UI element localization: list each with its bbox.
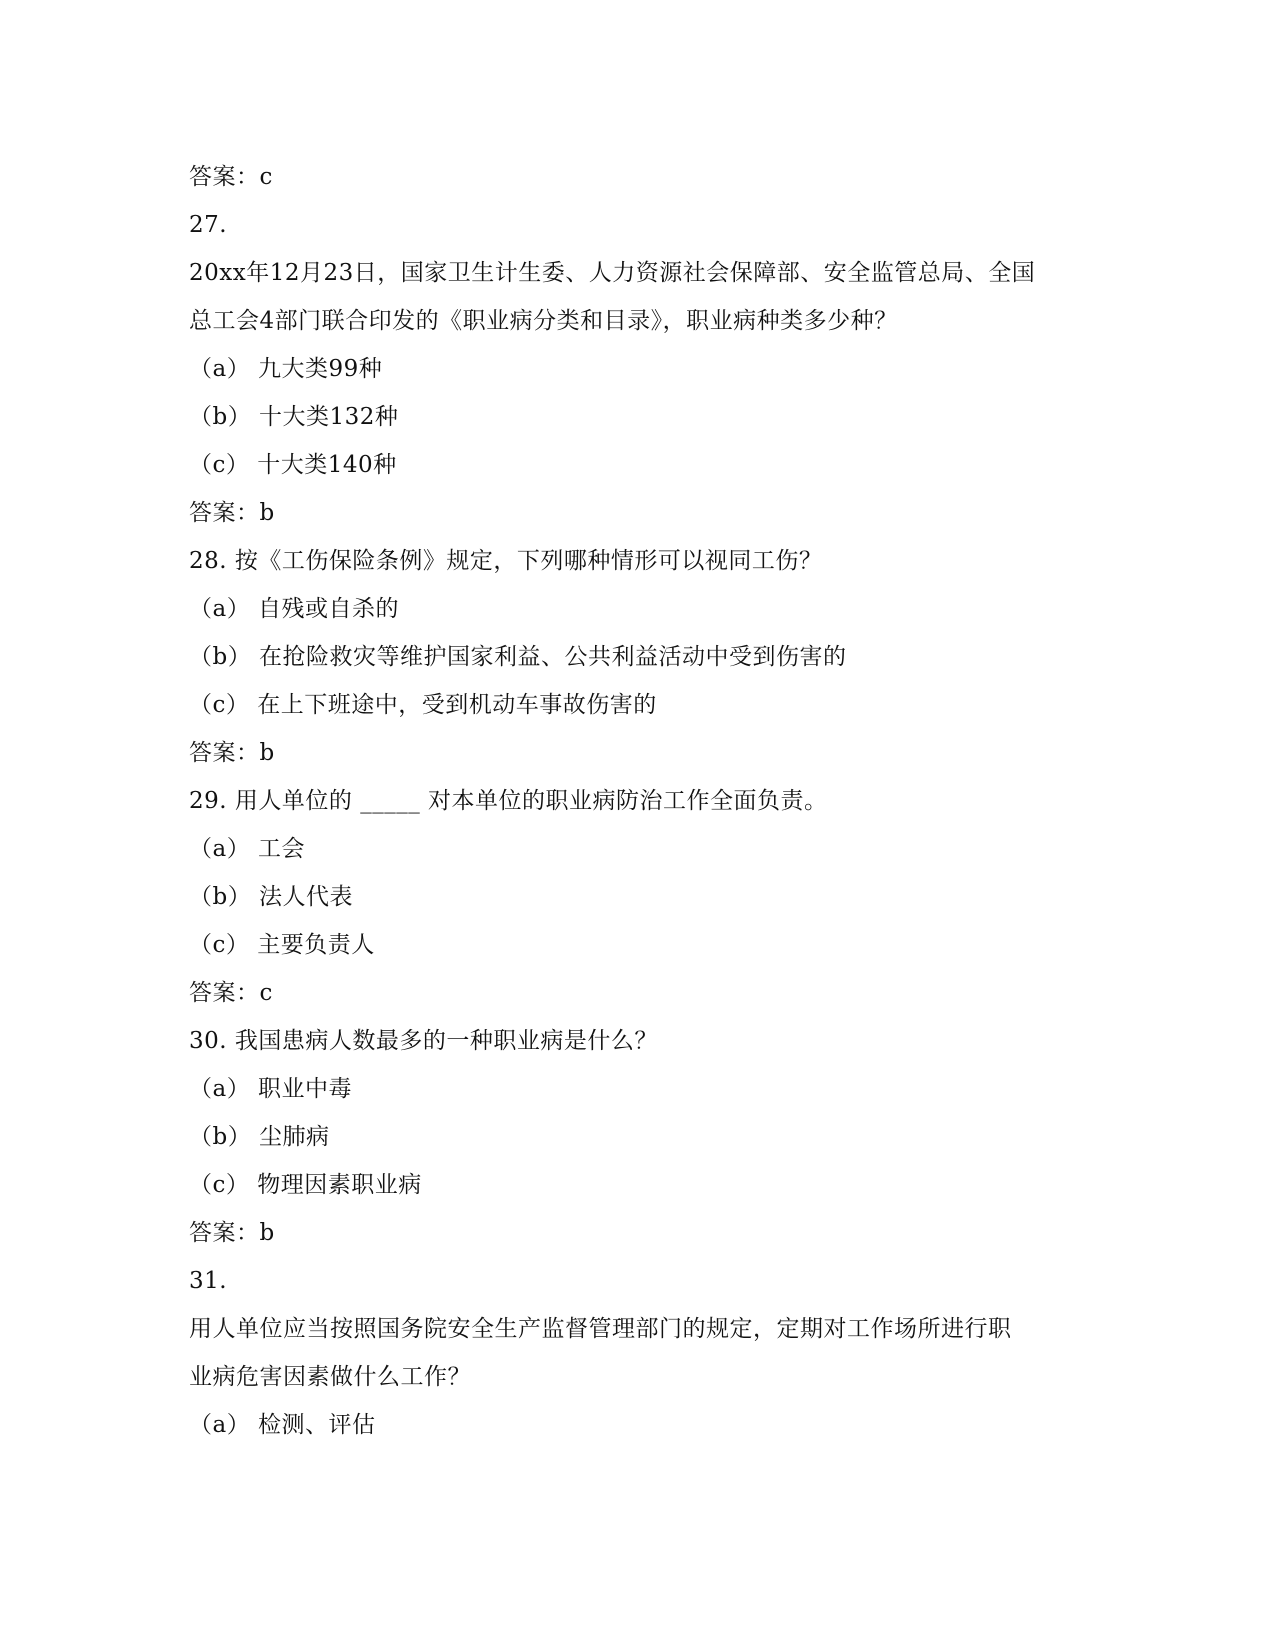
option-line: （c） 物理因素职业病 [189,1172,422,1198]
question-number: 27. [189,212,228,238]
option-line: （b） 十大类132种 [189,404,399,430]
option-line: （c） 主要负责人 [189,932,375,958]
question-text: 20xx年12月23日，国家卫生计生委、人力资源社会保障部、安全监管总局、全国 [189,260,1036,286]
option-line: （b） 法人代表 [189,884,354,910]
option-line: （a） 工会 [189,836,306,862]
answer-line: 答案：c [189,980,273,1006]
question-text: 用人单位应当按照国务院安全生产监督管理部门的规定，定期对工作场所进行职 [189,1316,1012,1342]
option-line: （c） 在上下班途中，受到机动车事故伤害的 [189,692,657,718]
answer-line: 答案：b [189,1220,275,1246]
answer-line: 答案：c [189,164,273,190]
question-text: 28. 按《工伤保险条例》规定，下列哪种情形可以视同工伤？ [189,548,823,574]
option-line: （b） 在抢险救灾等维护国家利益、公共利益活动中受到伤害的 [189,644,847,670]
option-line: （a） 检测、评估 [189,1412,376,1438]
question-number: 31. [189,1268,228,1294]
question-text: 总工会4部门联合印发的《职业病分类和目录》，职业病种类多少种？ [189,308,898,334]
question-text: 30. 我国患病人数最多的一种职业病是什么？ [189,1028,658,1054]
option-line: （a） 自残或自杀的 [189,596,400,622]
question-text: 业病危害因素做什么工作？ [189,1364,471,1390]
answer-line: 答案：b [189,740,275,766]
option-line: （c） 十大类140种 [189,452,397,478]
option-line: （a） 九大类99种 [189,356,383,382]
answer-line: 答案：b [189,500,275,526]
option-line: （b） 尘肺病 [189,1124,330,1150]
option-line: （a） 职业中毒 [189,1076,353,1102]
question-text: 29. 用人单位的 _____ 对本单位的职业病防治工作全面负责。 [189,788,828,814]
